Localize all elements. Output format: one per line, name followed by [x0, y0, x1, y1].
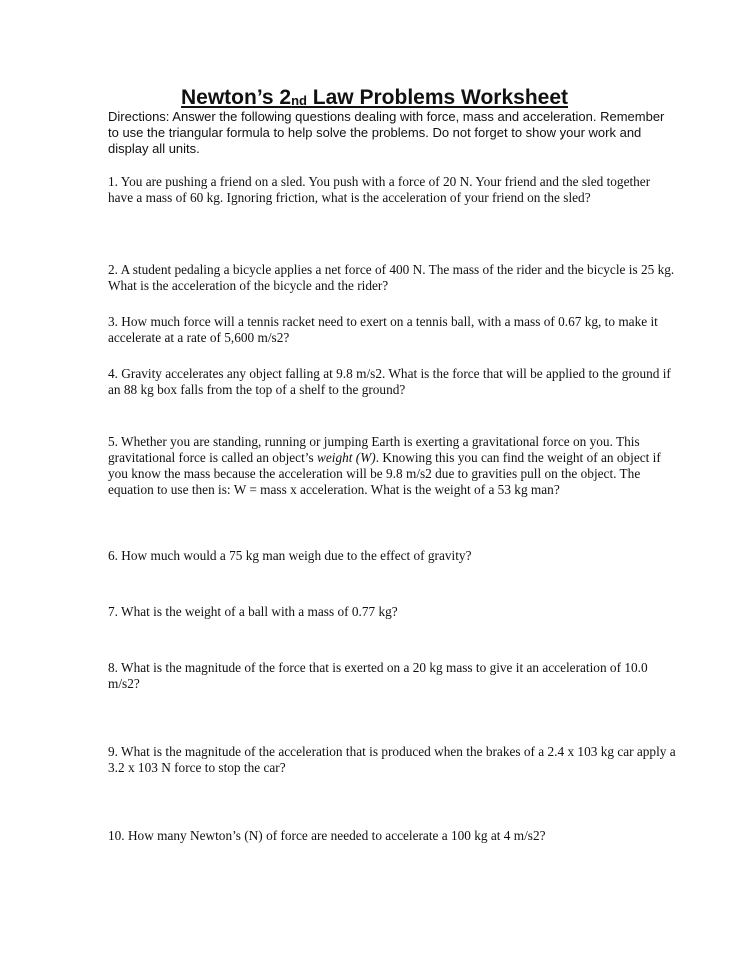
question-3	[108, 314, 658, 346]
question-text: gravitational force is called an object’s	[108, 450, 317, 465]
question-line: accelerate at a rate of 5,600 m/s2?	[108, 330, 290, 345]
title-text-rest: Law Problems Worksheet	[306, 86, 568, 109]
question-line: 3.2 x 103 N force to stop the car?	[108, 760, 286, 775]
question-6	[108, 548, 471, 564]
question-line: 4. Gravity accelerates any object falling at 9.8 m/s2. What is the force that will be applied to the ground if	[108, 366, 671, 381]
question-line: 8. What is the magnitude of the force that is exerted on a 20 kg mass to give it an acceleration of 10.0	[108, 660, 648, 675]
question-text: . Knowing this you can find the weight of an object if	[375, 450, 661, 465]
question-line: 9. What is the magnitude of the acceleration that is produced when the brakes of a 2.4 x 103 kg car apply a	[108, 744, 676, 759]
question-line: 2. A student pedaling a bicycle applies a net force of 400 N. The mass of the rider and the bicycle is 25 kg.	[108, 262, 675, 277]
question-line: 7. What is the weight of a ball with a mass of 0.77 kg?	[108, 604, 398, 619]
question-line: equation to use then is: W = mass x acceleration. What is the weight of a 53 kg man?	[108, 482, 560, 497]
question-line: you know the mass because the acceleration will be 9.8 m/s2 due to gravities pull on the object. The	[108, 466, 641, 481]
directions	[108, 109, 664, 157]
question-line: 5. Whether you are standing, running or jumping Earth is exerting a gravitational force on you. This	[108, 434, 640, 449]
title-superscript: nd	[291, 93, 307, 108]
question-7	[108, 604, 398, 620]
question-10	[108, 828, 546, 844]
question-2	[108, 262, 674, 294]
question-8	[108, 660, 648, 692]
question-line: 6. How much would a 75 kg man weigh due to the effect of gravity?	[108, 548, 472, 563]
question-line: 10. How many Newton’s (N) of force are needed to accelerate a 100 kg at 4 m/s2?	[108, 828, 546, 843]
question-line: 3. How much force will a tennis racket need to exert on a tennis ball, with a mass of 0.67 kg, to make it	[108, 314, 658, 329]
question-line: an 88 kg box falls from the top of a shelf to the ground?	[108, 382, 406, 397]
question-line: m/s2?	[108, 676, 140, 691]
question-4	[108, 366, 671, 398]
worksheet-title	[0, 86, 749, 110]
question-line: 1. You are pushing a friend on a sled. You push with a force of 20 N. Your friend and the sled together	[108, 174, 651, 189]
question-line: have a mass of 60 kg. Ignoring friction, what is the acceleration of your friend on the sled?	[108, 190, 591, 205]
question-5	[108, 434, 661, 498]
italic-term: weight (W)	[316, 450, 376, 465]
directions-line: Directions: Answer the following questions dealing with force, mass and acceleration. Remember	[108, 109, 665, 124]
question-9	[108, 744, 676, 776]
title-text: Newton’s 2	[181, 86, 292, 109]
directions-line: display all units.	[108, 141, 200, 156]
question-line	[108, 450, 661, 466]
directions-line: to use the triangular formula to help solve the problems. Do not forget to show your work and	[108, 125, 642, 140]
question-1	[108, 174, 650, 206]
question-line: What is the acceleration of the bicycle and the rider?	[108, 278, 389, 293]
